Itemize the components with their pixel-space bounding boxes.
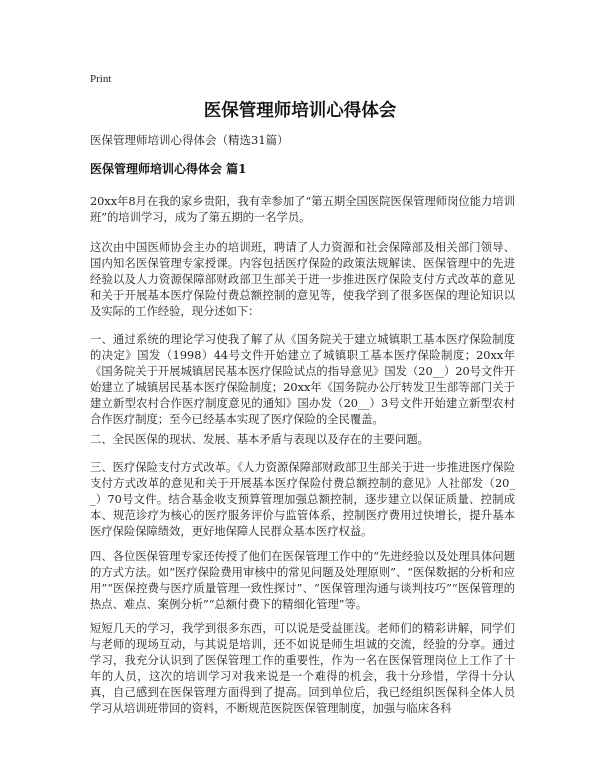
- paragraph-intro: 20xx年8月在我的家乡贵阳，我有幸参加了“第五期全国医院医保管理师岗位能力培训班”的培训学习，成为了第五期的一名学员。: [90, 195, 515, 225]
- paragraph-training-overview: 这次由中国医师协会主办的培训班，聘请了人力资源和社会保障部及相关部门领导、国内知名医保管理专家授课。内容包括医疗保险的政策法规解读、医保管理中的先进经验以及人力资源保障部财政部卫生部关于进一步推进医疗保险支付方式改革的意见和关于开展基本医疗保险付费总额控制的意见等，使我学到了很多医保的理论知识以及实际的工作经验，现分述如下：: [90, 241, 515, 319]
- paragraph-point-one: 一、通过系统的理论学习使我了解了从《国务院关于建立城镇职工基本医疗保险制度的决定》国发（1998）44号文件开始建立了城镇职工基本医疗保险制度；20xx年《国务院关于开展城镇居民基本医疗保险试点的指导意见》国发（20__）20号文件开始建立了城镇居民基本医疗保险制度；20xx年《国务院办公厅转发卫生部等部门关于建立新型农村合作医疗制度意见的通知》国办发（20__）3号文件开始建立新型农村合作医疗制度；至今已经基本实现了医疗保险的全民覆盖。: [90, 333, 515, 427]
- paragraph-point-two: 二、全民医保的现状、发展、基本矛盾与表现以及存在的主要问题。: [90, 433, 429, 447]
- page-title: 医保管理师培训心得体会: [203, 101, 397, 121]
- print-label[interactable]: Print: [90, 73, 112, 85]
- document-subtitle: 医保管理师培训心得体会（精选31篇）: [90, 133, 289, 147]
- paragraph-point-four: 四、各位医保管理专家还传授了他们在医保管理工作中的“先进经验以及处理具体问题的方式方法。如“医疗保险费用审核中的常见问题及处理原则”、“医保数据的分析和应用”“医保控费与医疗质量管理一致性探讨”、“医保管理沟通与谈判技巧”“医保管理的热点、难点、案例分析”“总额付费下的精细化管理”等。: [90, 550, 515, 612]
- paragraph-point-three: 三、医疗保险支付方式改革。《人力资源保障部财政部卫生部关于进一步推进医疗保险支付方式改革的意见和关于开展基本医疗保险付费总额控制的意见》人社部发（20__）70号文件。结合基金收支预算管理加强总额控制，逐步建立以保证质量、控制成本、规范诊疗为核心的医疗服务评价与监管体系，控制医疗费用过快增长，提升基本医疗保险保障绩效，更好地保障人民群众基本医疗权益。: [90, 461, 515, 539]
- section-heading: 医保管理师培训心得体会 篇1: [90, 162, 247, 176]
- paragraph-reflection: 短短几天的学习，我学到很多东西，可以说是受益匪浅。老师们的精彩讲解，同学们与老师的现场互动，与其说是培训，还不如说是师生坦诚的交流，经验的分享。通过学习，我充分认识到了医保管理工作的重要性，作为一名在医保管理岗位上工作了十年的人员，这次的培训学习对我来说是一个难得的机会，我十分珍惜，学得十分认真，自己感到在医保管理方面得到了提高。回到单位后，我已经组织医保科全体人员学习从培训班带回的资料，不断规范医院医保管理制度，加强与临床各科: [90, 622, 515, 716]
